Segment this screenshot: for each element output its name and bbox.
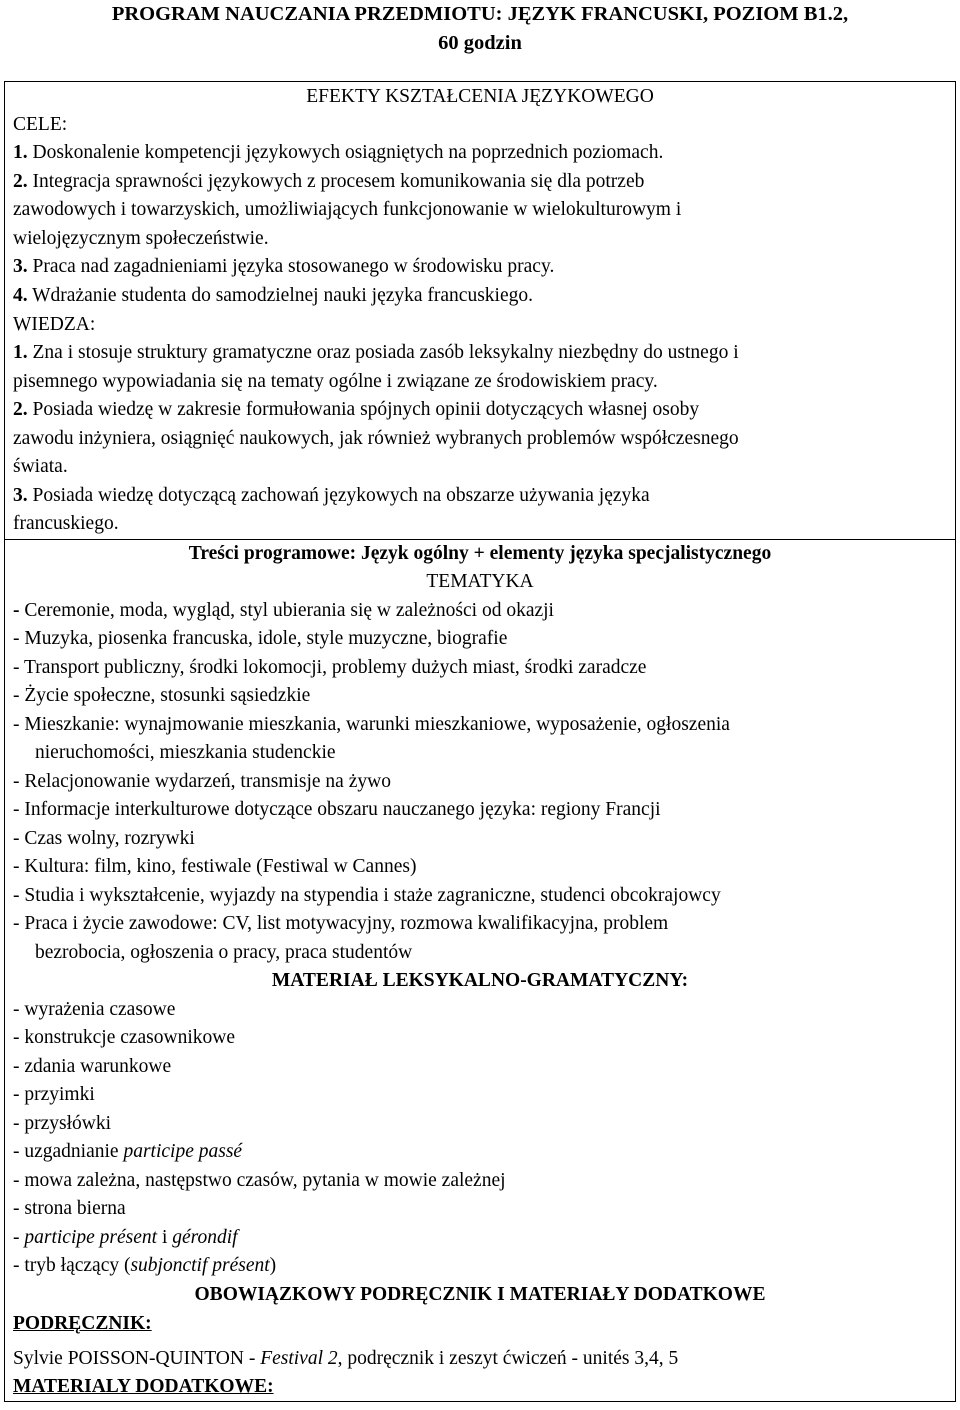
tematyka-item: - Kultura: film, kino, festiwale (Festiwal w Cannes) [13, 856, 417, 877]
wiedza-item: pisemnego wypowiadania się na tematy ogólne i związane ze środowiskiem pracy. [13, 371, 658, 392]
cele-label: CELE: [13, 114, 68, 135]
material-item: - mowa zależna, następstwo czasów, pytania w mowie zależnej [13, 1170, 506, 1191]
material-item: - participe présent i gérondif [13, 1227, 238, 1248]
wiedza-item: francuskiego. [13, 513, 119, 534]
title-line-2: 60 godzin [438, 32, 522, 54]
tematyka-item: nieruchomości, mieszkania studenckie [35, 742, 336, 763]
document-title [0, 0, 960, 58]
tematyka-item: - Transport publiczny, środki lokomocji, problemy dużych miast, środki zaradcze [13, 657, 647, 678]
material-item: - wyrażenia czasowe [13, 999, 176, 1020]
tematyka-item: - Informacje interkulturowe dotyczące obszaru nauczanego języka: regiony Francji [13, 799, 661, 820]
wiedza-label: WIEDZA: [13, 314, 96, 335]
wiedza-item: 2. Posiada wiedzę w zakresie formułowania spójnych opinii dotyczących własnej osoby [13, 399, 700, 420]
cele-item: zawodowych i towarzyskich, umożliwiających funkcjonowanie w wielokulturowym i [13, 199, 682, 220]
efekty-heading: EFEKTY KSZTAŁCENIA JĘZYKOWEGO [306, 86, 654, 107]
material-item: - przyimki [13, 1084, 95, 1105]
wiedza-item: świata. [13, 456, 68, 477]
tematyka-item: - Mieszkanie: wynajmowanie mieszkania, warunki mieszkaniowe, wyposażenie, ogłoszenia [13, 714, 730, 735]
podrecznik-entry: Sylvie POISSON-QUINTON - Festival 2, podręcznik i zeszyt ćwiczeń - unités 3,4, 5 [13, 1348, 679, 1369]
material-item: - przysłówki [13, 1113, 112, 1134]
tematyka-item: - Studia i wykształcenie, wyjazdy na stypendia i staże zagraniczne, studenci obcokrajowcy [13, 885, 721, 906]
material-item: - uzgadnianie participe passé [13, 1141, 243, 1162]
title-line-1: PROGRAM NAUCZANIA PRZEDMIOTU: JĘZYK FRANCUSKI, POZIOM B1.2, [111, 3, 849, 25]
material-heading: MATERIAŁ LEKSYKALNO-GRAMATYCZNY: [271, 970, 689, 991]
wiedza-item: zawodu inżyniera, osiągnięć naukowych, jak również wybranych problemów współczesnego [13, 428, 739, 449]
materialy-dodatkowe-label: MATERIALY DODATKOWE: [13, 1376, 274, 1397]
material-item: - strona bierna [13, 1198, 126, 1219]
tematyka-item: - Muzyka, piosenka francuska, idole, style muzyczne, biografie [13, 628, 508, 649]
podrecznik-label: PODRĘCZNIK: [13, 1313, 152, 1334]
material-item: - konstrukcje czasownikowe [13, 1027, 236, 1048]
tematyka-item: - Ceremonie, moda, wygląd, styl ubierania się w zależności od okazji [13, 600, 554, 621]
cele-item: 4. Wdrażanie studenta do samodzielnej nauki języka francuskiego. [13, 285, 533, 306]
tresci-section [4, 540, 956, 1402]
cele-item: 1. Doskonalenie kompetencji językowych osiągniętych na poprzednich poziomach. [13, 142, 664, 163]
tematyka-item: - Czas wolny, rozrywki [13, 828, 195, 849]
material-item: - tryb łączący (subjonctif présent) [13, 1255, 277, 1276]
podrecznik-heading: OBOWIĄZKOWY PODRĘCZNIK I MATERIAŁY DODATKOWE [194, 1284, 766, 1305]
efekty-section [4, 81, 956, 540]
material-item: - zdania warunkowe [13, 1056, 172, 1077]
tematyka-heading: TEMATYKA [426, 571, 534, 592]
cele-item: wielojęzycznym społeczeństwie. [13, 228, 269, 249]
tematyka-item: - Praca i życie zawodowe: CV, list motywacyjny, rozmowa kwalifikacyjna, problem [13, 913, 669, 934]
wiedza-item: 1. Zna i stosuje struktury gramatyczne oraz posiada zasób leksykalny niezbędny do ustnego i [13, 342, 739, 363]
tematyka-item: bezrobocia, ogłoszenia o pracy, praca studentów [35, 942, 413, 963]
tresci-heading: Treści programowe: Język ogólny + elementy języka specjalistycznego [188, 543, 772, 564]
cele-item: 3. Praca nad zagadnieniami języka stosowanego w środowisku pracy. [13, 256, 555, 277]
tematyka-item: - Życie społeczne, stosunki sąsiedzkie [13, 685, 311, 706]
tematyka-item: - Relacjonowanie wydarzeń, transmisje na żywo [13, 771, 391, 792]
cele-item: 2. Integracja sprawności językowych z procesem komunikowania się dla potrzeb [13, 171, 645, 192]
wiedza-item: 3. Posiada wiedzę dotyczącą zachowań językowych na obszarze używania języka [13, 485, 650, 506]
